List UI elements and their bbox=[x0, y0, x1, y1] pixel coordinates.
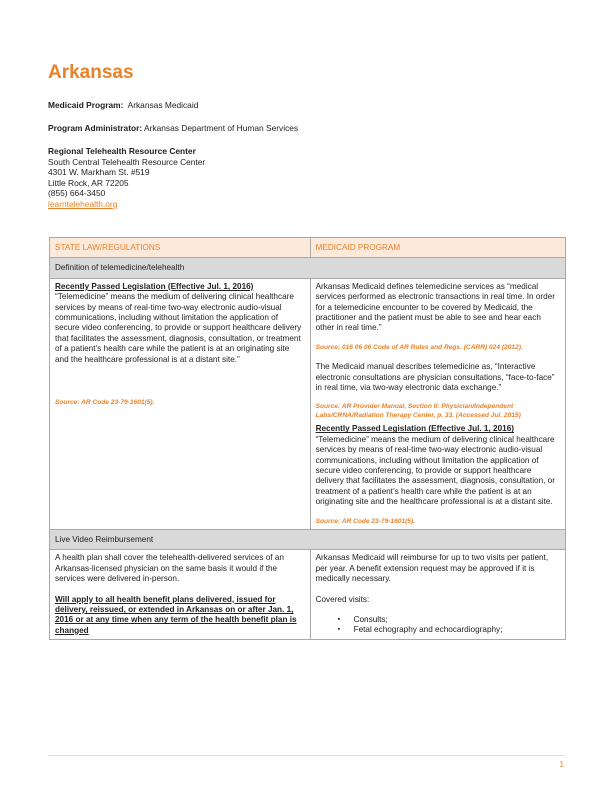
page-number: 1 bbox=[559, 760, 564, 769]
program-administrator-label: Program Administrator: bbox=[48, 123, 143, 133]
section-row-live-video bbox=[50, 529, 566, 549]
medicaid-cell bbox=[310, 550, 565, 640]
state-law-cell bbox=[50, 550, 311, 640]
page-title: Arkansas bbox=[48, 62, 134, 83]
source-citation: Source: AR Code 23-79-1601(5). bbox=[315, 517, 416, 525]
applicability-text: Will apply to all health benefit plans delivered, issued for delivery, reissued, or extended in Arkansas on or after Jan. 1, 2016 or at any time when any term of the health benefit plan is changed bbox=[55, 594, 297, 635]
section-row-definition bbox=[50, 258, 566, 278]
section-title: Live Video Reimbursement bbox=[50, 529, 566, 549]
legislation-heading: Recently Passed Legislation (Effective Jul. 1, 2016) bbox=[315, 424, 514, 434]
resource-center-name: South Central Telehealth Resource Center bbox=[48, 156, 206, 167]
section-title: Definition of telemedicine/telehealth bbox=[50, 258, 566, 278]
list-item: ▪ Fetal echography and echocardiography; bbox=[338, 625, 560, 635]
program-administrator-line bbox=[48, 123, 298, 133]
source-citation: Source: 016 06 06 Code of AR Rules and Regs. (CARR) 024 (2012). bbox=[315, 343, 523, 351]
definition-text: “Telemedicine” means the medium of delivering clinical healthcare services by means of real-time two-way electronic audio-visual communications, including without limitation the application of secure video conferencing, to provide or support healthcare delivery that facilitates the assessment, diagnosis, consultation, or treatment of a patient’s health care while the patient is at an originating site and the healthcare professional is at a distant site.” bbox=[55, 292, 302, 364]
reimbursement-text: Arkansas Medicaid will reimburse for up to two visits per patient, per year. A benefit extension request may be approved if it is medically necessary. bbox=[315, 553, 549, 584]
legislation-heading: Recently Passed Legislation (Effective Jul. 1, 2016) bbox=[55, 281, 254, 291]
state-law-cell bbox=[50, 278, 311, 529]
medicaid-definition: Arkansas Medicaid defines telemedicine services as “medical services performed as electronic transactions in real time. In order for a telemedicine encounter to be covered by Medicaid, the practitioner and the patient must be able to see and hear each other in real time.” bbox=[315, 281, 555, 333]
resource-center-phone: (855) 664-3450 bbox=[48, 188, 106, 199]
medicaid-cell bbox=[310, 278, 565, 529]
header-medicaid-program: MEDICAID PROGRAM bbox=[310, 238, 565, 258]
header-state-law: STATE LAW/REGULATIONS bbox=[50, 238, 311, 258]
covered-visits-label: Covered visits: bbox=[315, 594, 370, 604]
table-header-row bbox=[50, 238, 566, 258]
medicaid-program-line bbox=[48, 100, 198, 110]
definition-text: “Telemedicine” means the medium of delivering clinical healthcare services by means of real-time two-way electronic audio-visual communications, including without limitation the application of secure video conferencing, to provide or support healthcare delivery that facilitates the assessment, diagnosis, consultation, or treatment of a patient’s health care while the patient is at an originating site and the healthcare professional is at a distant site. bbox=[315, 434, 555, 507]
table-row bbox=[50, 550, 566, 640]
source-citation: Source: AR Provider Manual, Section II: Physician/Independent Labs/CRNA/Radiation Therapy Center, p. 33. (Accessed Jul. 2015) bbox=[315, 403, 521, 419]
policy-table bbox=[49, 237, 566, 640]
medicaid-program-label: Medicaid Program: bbox=[48, 100, 124, 110]
resource-center-link[interactable]: learntelehealth.org bbox=[48, 198, 118, 209]
resource-center-block bbox=[48, 146, 205, 210]
manual-definition: The Medicaid manual describes telemedicine as, “Interactive electronic consultations are physician consultations, “face-to-face” in real time, via two-way electronic data exchange.” bbox=[315, 362, 555, 393]
table-row bbox=[50, 278, 566, 529]
resource-center-heading: Regional Telehealth Resource Center bbox=[48, 146, 196, 156]
program-administrator-value: Arkansas Department of Human Services bbox=[144, 123, 299, 133]
medicaid-program-value: Arkansas Medicaid bbox=[127, 100, 199, 110]
source-citation: Source: AR Code 23-79-1601(5). bbox=[55, 399, 155, 407]
coverage-text: A health plan shall cover the telehealth-delivered services of an Arkansas-licensed physician on the same basis it would if the services were delivered in-person. bbox=[55, 553, 284, 584]
list-item: ▪ Consults; bbox=[338, 615, 560, 625]
covered-visits-list bbox=[316, 615, 560, 636]
resource-center-address2: Little Rock, AR 72205 bbox=[48, 177, 129, 188]
resource-center-address1: 4301 W. Markham St. #519 bbox=[48, 167, 150, 178]
footer-divider bbox=[48, 755, 565, 756]
